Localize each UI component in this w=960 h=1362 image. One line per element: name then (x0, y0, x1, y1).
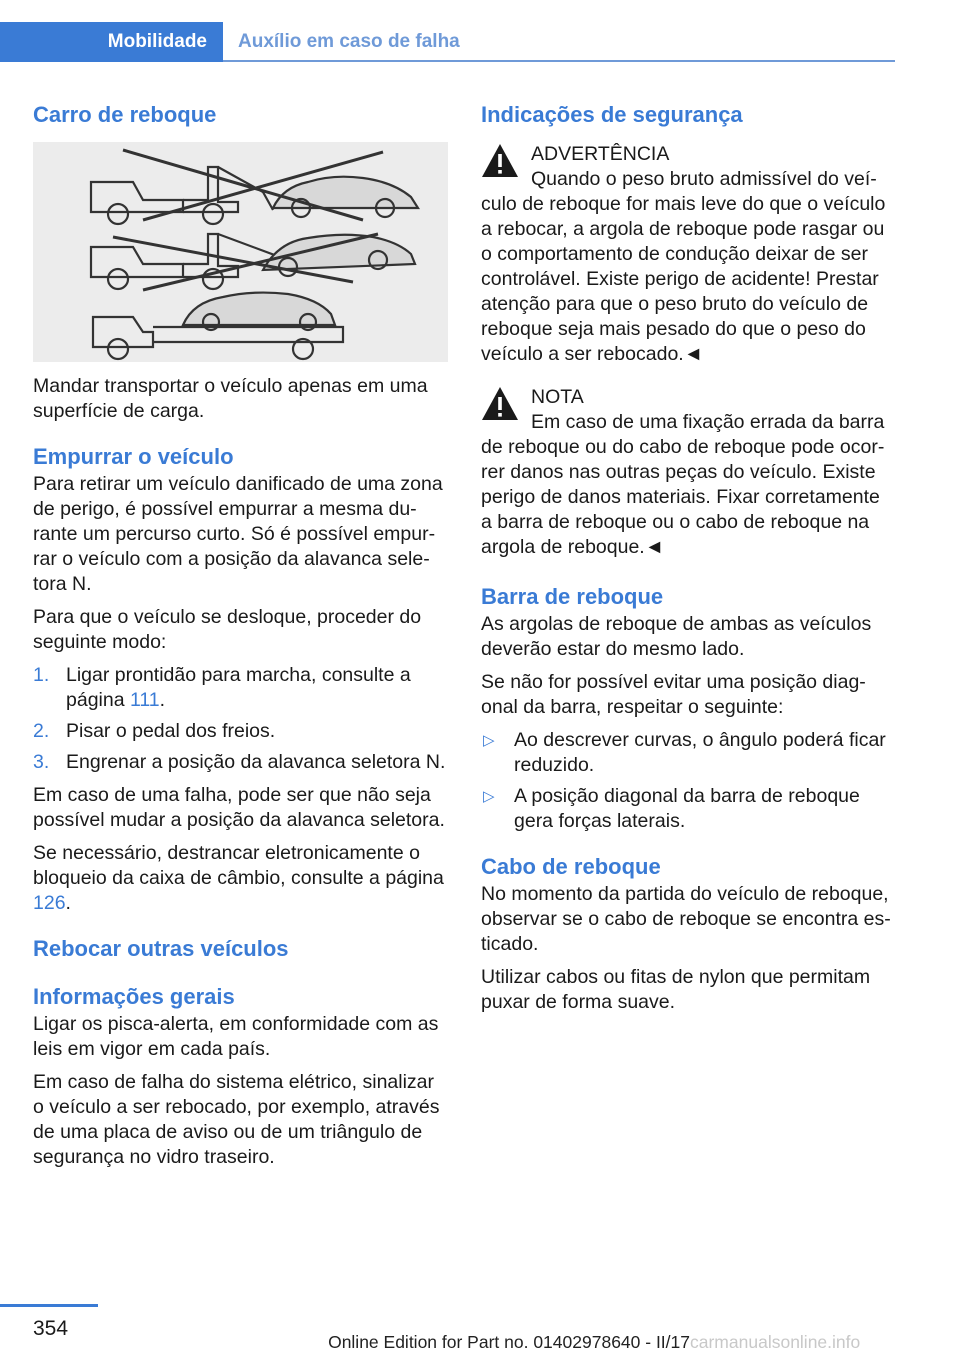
list-item (33, 663, 448, 713)
triangle-bullet-icon: ▷ (483, 732, 495, 749)
step-number: 2. (33, 720, 50, 742)
warning-block-nota (481, 385, 896, 560)
left-column (33, 100, 448, 1178)
right-column (481, 100, 896, 1023)
watermark: carmanualsonline.info (690, 1332, 861, 1352)
heading-info-gerais: Informações gerais (33, 984, 235, 1009)
heading-barra: Barra de reboque (481, 584, 664, 609)
step-text: Engrenar a posição da alavanca seletora N. (66, 751, 446, 773)
step-text: Pisar o pedal dos freios. (66, 720, 276, 742)
triangle-bullet-icon: ▷ (483, 788, 495, 805)
bullet-text: Ao descrever curvas, o ângulo poderá ficar reduzido. (514, 729, 886, 776)
bullet-list (481, 728, 896, 834)
heading-seguranca: Indicações de segurança (481, 102, 743, 127)
step-number: 1. (33, 664, 50, 686)
tow-truck-drawing (33, 142, 448, 362)
note-body: de reboque ou do cabo de reboque pode ocor-rer danos nas outras peças do veículo. Existe perigo de danos materiais. Fixar corretamente a barra de reboque ou o cabo de reboque na argola de reboque.◄ (481, 436, 885, 558)
para-desloque: Para que o veículo se desloque, proceder do seguinte modo: (33, 606, 422, 653)
page-number: 354 (33, 1317, 69, 1340)
list-item (33, 719, 448, 744)
warning-first-line: Quando o peso bruto admissível do veí- (531, 168, 877, 190)
page-link-111[interactable]: 111 (129, 689, 160, 711)
para-pisca: Ligar os pisca-alerta, em conformidade com as leis em vigor em cada país. (33, 1013, 439, 1060)
heading-empurrar: Empurrar o veículo (33, 444, 234, 469)
caption-carga: Mandar transportar o veículo apenas em uma superfície de carga. (33, 375, 428, 422)
warning-body: culo de reboque for mais leve do que o veículo a rebocar, a argola de reboque pode rasgar ou o comportamento de condução deixar de ser controlável. Existe perigo de acidente! Prestar atenção para que o peso bruto do veículo de reboque seja mais pesado do que o peso do veículo a ser rebocado.◄ (481, 193, 886, 365)
bullet-text: A posição diagonal da barra de reboque gera forças laterais. (514, 785, 860, 832)
para-argolas: As argolas de reboque de ambas as veículos deverão estar do mesmo lado. (481, 613, 872, 660)
list-item (33, 750, 448, 775)
page-link-126[interactable]: 126 (33, 892, 66, 914)
edition-note: Online Edition for Part no. 01402978640 - II/17 (328, 1332, 690, 1352)
para-empurrar: Para retirar um veículo danificado de uma zona de perigo, é possível empurrar a mesma du-rante um percurso curto. Só é possível empur-rar o veículo com a posição da alavanca sele-tora N. (33, 473, 443, 595)
tab-auxilio-falha[interactable]: Auxílio em caso de falha (238, 31, 460, 52)
list-item (481, 728, 896, 778)
tow-truck-illustration (33, 142, 448, 362)
steps-list (33, 663, 448, 775)
para-partida: No momento da partida do veículo de reboque, observar se o cabo de reboque se encontra es-ticado. (481, 883, 891, 955)
para-diagonal: Se não for possível evitar uma posição diag-onal da barra, respeitar o seguinte: (481, 671, 866, 718)
note-label: NOTA (531, 386, 584, 408)
heading-carro-reboque: Carro de reboque (33, 102, 217, 127)
heading-cabo: Cabo de reboque (481, 854, 661, 879)
para-destrancar (33, 841, 448, 916)
step-punct: . (159, 689, 166, 711)
warning-triangle-icon (481, 385, 519, 421)
para-eletrico: Em caso de falha do sistema elétrico, sinalizar o veículo a ser rebocado, por exemplo, através de uma placa de aviso ou de um triângulo de segurança no vidro traseiro. (33, 1071, 440, 1168)
destrancar-text: Se necessário, destrancar eletronicamente o bloqueio da caixa de câmbio, consulte a página (33, 842, 444, 889)
header-rule (223, 60, 895, 62)
warning-label: ADVERTÊNCIA (531, 143, 670, 165)
step-number: 3. (33, 751, 50, 773)
para-nylon: Utilizar cabos ou fitas de nylon que permitam puxar de forma suave. (481, 966, 871, 1013)
footer-rule (0, 1304, 98, 1307)
page-header (0, 22, 895, 62)
warning-block-advertencia (481, 142, 896, 367)
warning-triangle-icon (481, 142, 519, 178)
para-falha: Em caso de uma falha, pode ser que não seja possível mudar a posição da alavanca seletora. (33, 784, 445, 831)
heading-rebocar: Rebocar outras veículos (33, 936, 289, 961)
destrancar-punct: . (65, 892, 71, 914)
note-first-line: Em caso de uma fixação errada da barra (531, 411, 885, 433)
step-text: Ligar prontidão para marcha, consulte a página (66, 664, 411, 711)
list-item (481, 784, 896, 834)
tab-mobilidade[interactable]: Mobilidade (0, 22, 223, 62)
